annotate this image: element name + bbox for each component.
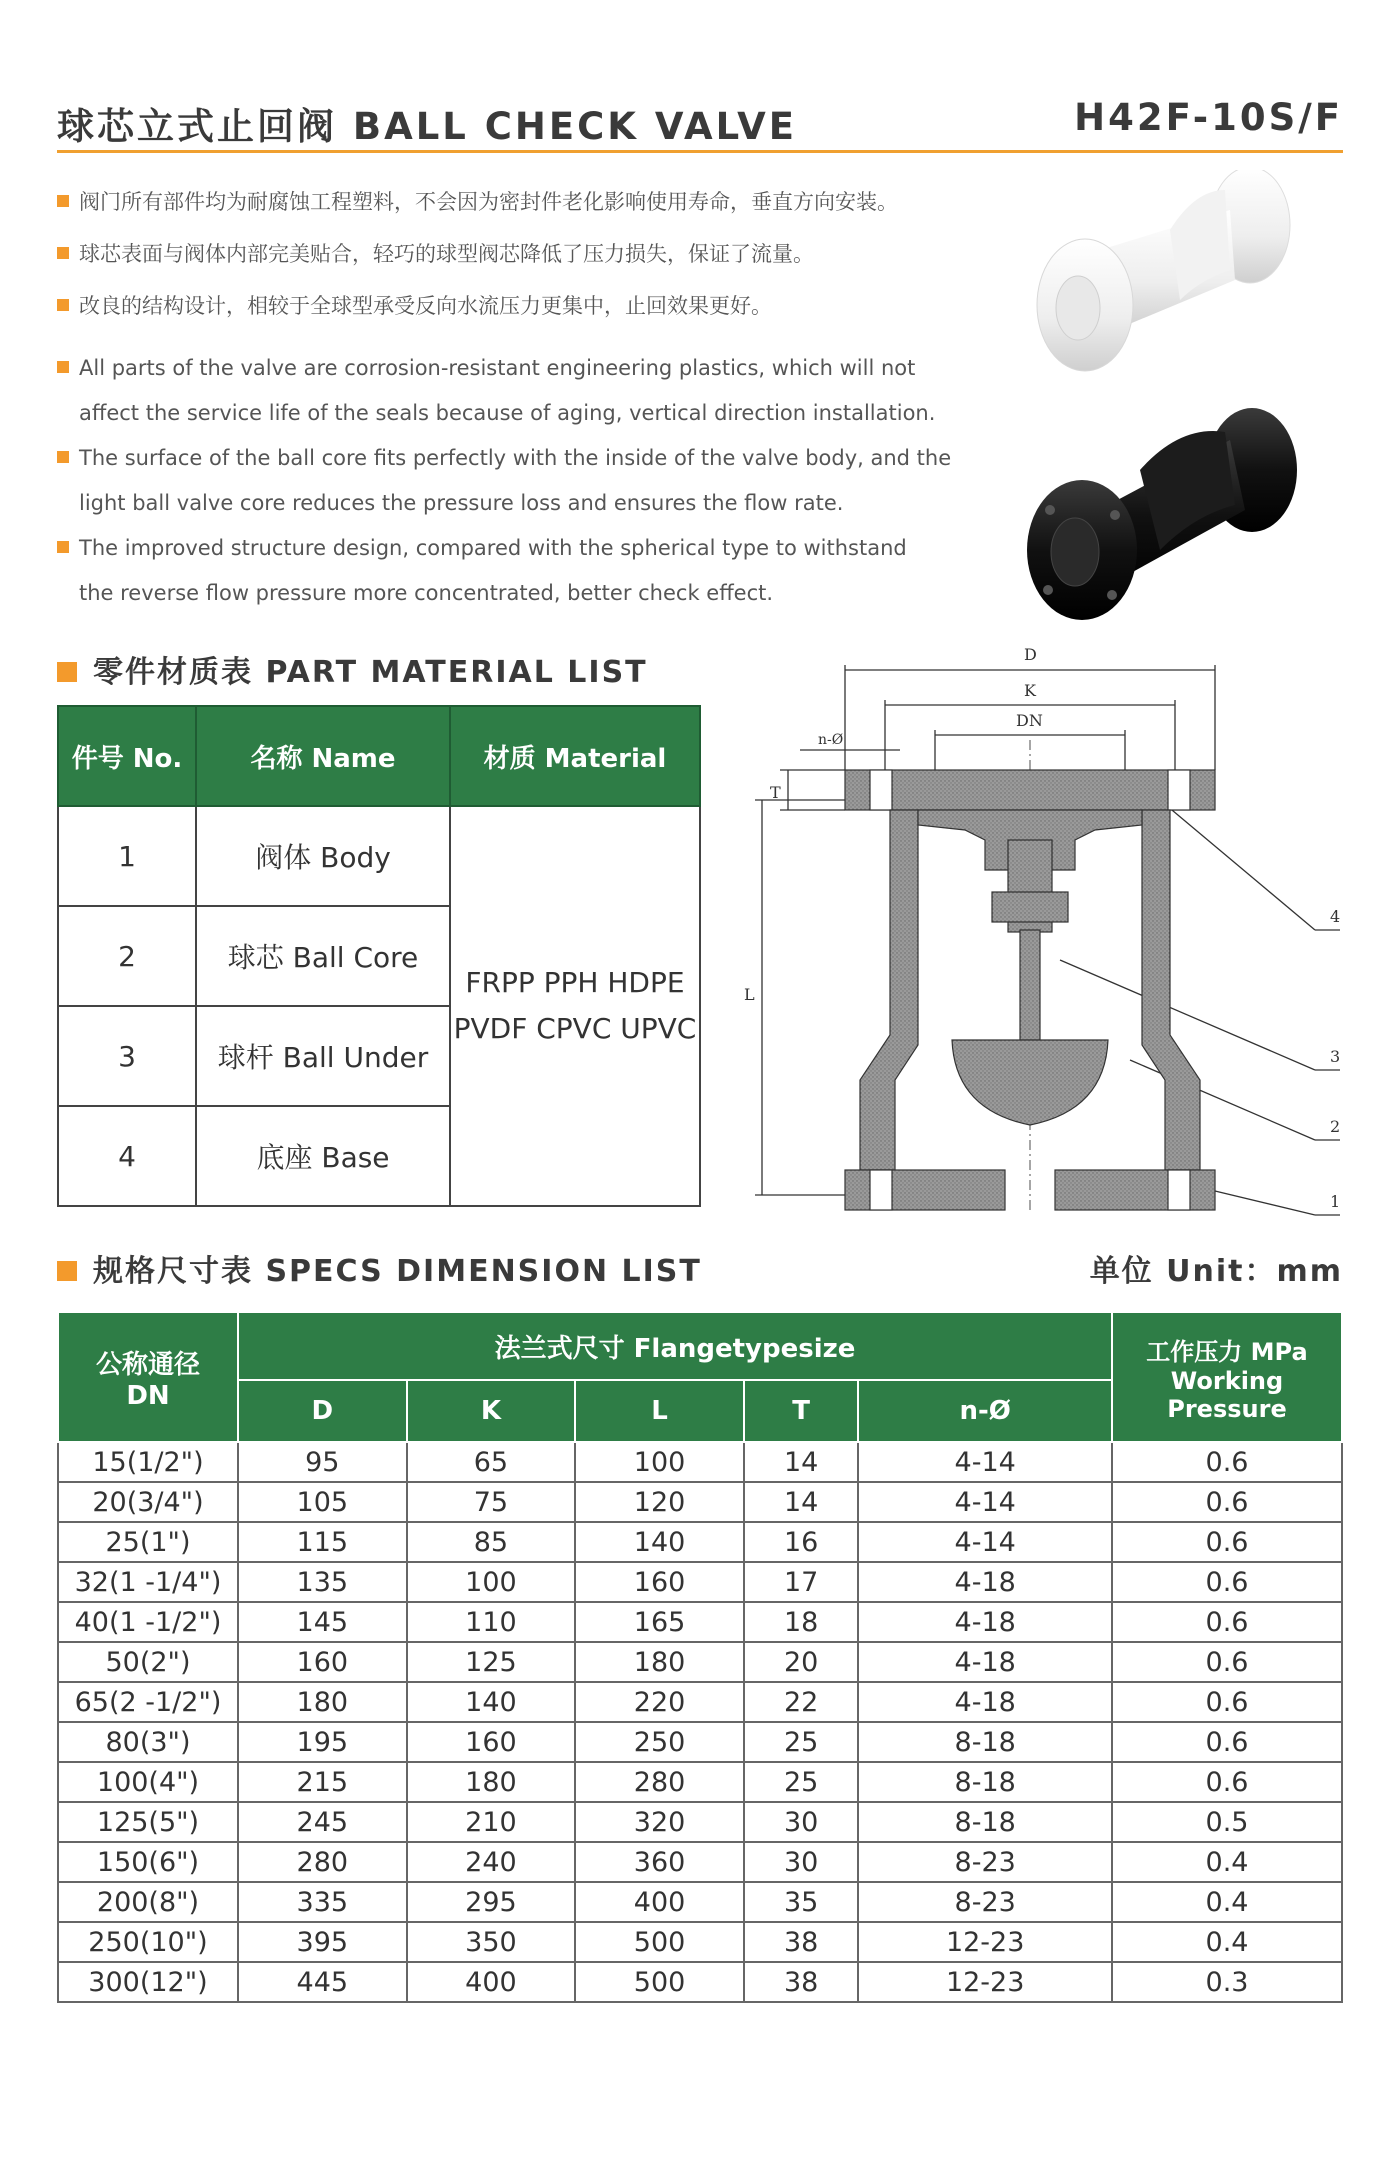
section-square-icon	[57, 1261, 77, 1281]
table-row	[58, 1482, 1342, 1522]
pressure-header: 工作压力 MPa Working Pressure	[1112, 1312, 1342, 1442]
dim-label-l: L	[744, 985, 755, 1004]
cell-t: 20	[744, 1642, 859, 1682]
cell-d: 135	[238, 1562, 407, 1602]
material-line: PVDF CPVC UPVC	[453, 1012, 697, 1045]
cell-k: 210	[407, 1802, 576, 1842]
cell-dn: 50(2")	[58, 1642, 238, 1682]
cell-dn: 200(8")	[58, 1882, 238, 1922]
part-name: 底座 Base	[196, 1106, 450, 1206]
cell-t: 30	[744, 1842, 859, 1882]
col-n-header: n-Ø	[858, 1380, 1112, 1442]
cell-pressure: 0.5	[1112, 1802, 1342, 1842]
cell-d: 395	[238, 1922, 407, 1962]
cell-k: 400	[407, 1962, 576, 2002]
table-row	[58, 1522, 1342, 1562]
bullet-en-1: All parts of the valve are corrosion-resistant engineering plastics, which will not affect the service life of the seals because of aging, vertical direction installation.	[57, 346, 935, 436]
cell-dn: 65(2 -1/2")	[58, 1682, 238, 1722]
cell-t: 38	[744, 1922, 859, 1962]
cell-t: 30	[744, 1802, 859, 1842]
material-cell	[450, 806, 700, 1206]
col-name-header: 名称 Name	[196, 706, 450, 806]
cell-dn: 125(5")	[58, 1802, 238, 1842]
cell-d: 160	[238, 1642, 407, 1682]
table-header-row	[58, 1312, 1342, 1380]
cell-n: 4-18	[858, 1562, 1112, 1602]
cell-d: 335	[238, 1882, 407, 1922]
cell-pressure: 0.4	[1112, 1882, 1342, 1922]
cell-n: 4-18	[858, 1642, 1112, 1682]
cell-dn: 300(12")	[58, 1962, 238, 2002]
cell-t: 25	[744, 1762, 859, 1802]
cell-n: 8-18	[858, 1722, 1112, 1762]
cell-k: 65	[407, 1442, 576, 1482]
bullet-square-icon	[57, 247, 69, 259]
cell-n: 4-14	[858, 1522, 1112, 1562]
cell-l: 320	[575, 1802, 744, 1842]
cell-l: 280	[575, 1762, 744, 1802]
model-number: H42F-10S/F	[1074, 96, 1343, 139]
cell-pressure: 0.6	[1112, 1482, 1342, 1522]
cell-l: 250	[575, 1722, 744, 1762]
cell-t: 14	[744, 1482, 859, 1522]
cell-k: 125	[407, 1642, 576, 1682]
technical-drawing	[740, 640, 1360, 1230]
col-material-header: 材质 Material	[450, 706, 700, 806]
cell-t: 16	[744, 1522, 859, 1562]
cell-l: 100	[575, 1442, 744, 1482]
cell-l: 165	[575, 1602, 744, 1642]
bullet-square-icon	[57, 361, 69, 373]
bullet-cn-2: 球芯表面与阀体内部完美贴合，轻巧的球型阀芯降低了压力损失，保证了流量。	[57, 232, 814, 277]
cell-d: 445	[238, 1962, 407, 2002]
bullet-square-icon	[57, 451, 69, 463]
cell-dn: 100(4")	[58, 1762, 238, 1802]
cell-dn: 15(1/2")	[58, 1442, 238, 1482]
cell-l: 500	[575, 1962, 744, 2002]
cell-l: 400	[575, 1882, 744, 1922]
part-no: 2	[58, 906, 196, 1006]
cell-d: 245	[238, 1802, 407, 1842]
cell-dn: 80(3")	[58, 1722, 238, 1762]
col-d-header: D	[238, 1380, 407, 1442]
bullet-cn-1: 阀门所有部件均为耐腐蚀工程塑料，不会因为密封件老化影响使用寿命，垂直方向安装。	[57, 180, 898, 225]
cell-l: 220	[575, 1682, 744, 1722]
callout-1: 1	[1330, 1192, 1341, 1211]
cell-pressure: 0.4	[1112, 1922, 1342, 1962]
black-valve-image	[1027, 408, 1297, 620]
cell-l: 500	[575, 1922, 744, 1962]
table-row	[58, 1802, 1342, 1842]
table-row	[58, 1602, 1342, 1642]
dim-label-t: T	[770, 783, 781, 802]
callout-3: 3	[1330, 1047, 1341, 1066]
material-line: FRPP PPH HDPE	[465, 966, 685, 999]
part-no: 1	[58, 806, 196, 906]
cell-k: 240	[407, 1842, 576, 1882]
cell-d: 195	[238, 1722, 407, 1762]
cell-d: 145	[238, 1602, 407, 1642]
cell-k: 140	[407, 1682, 576, 1722]
cell-l: 120	[575, 1482, 744, 1522]
cell-dn: 32(1 -1/4")	[58, 1562, 238, 1602]
page-title: 球芯立式止回阀 BALL CHECK VALVE	[57, 105, 798, 148]
cell-t: 17	[744, 1562, 859, 1602]
cell-t: 35	[744, 1882, 859, 1922]
cell-n: 4-14	[858, 1482, 1112, 1522]
table-header-row	[58, 706, 700, 806]
specs-dimension-table	[57, 1311, 1343, 2003]
cell-n: 12-23	[858, 1962, 1112, 2002]
cell-d: 215	[238, 1762, 407, 1802]
cell-n: 8-18	[858, 1762, 1112, 1802]
table-row	[58, 1922, 1342, 1962]
cell-l: 140	[575, 1522, 744, 1562]
cell-pressure: 0.6	[1112, 1562, 1342, 1602]
cell-n: 4-18	[858, 1602, 1112, 1642]
part-no: 4	[58, 1106, 196, 1206]
part-material-table	[57, 705, 701, 1207]
part-no: 3	[58, 1006, 196, 1106]
bullet-square-icon	[57, 195, 69, 207]
flange-header: 法兰式尺寸 Flangetypesize	[238, 1312, 1112, 1380]
cell-n: 8-23	[858, 1882, 1112, 1922]
cell-k: 160	[407, 1722, 576, 1762]
bullet-en-3: The improved structure design, compared with the spherical type to withstand the reverse flow pressure more concentrated, better check effect.	[57, 526, 907, 616]
cell-k: 100	[407, 1562, 576, 1602]
unit-label: 单位 Unit：mm	[1089, 1254, 1343, 1289]
cell-t: 14	[744, 1442, 859, 1482]
table-row	[58, 1562, 1342, 1602]
cell-l: 160	[575, 1562, 744, 1602]
dim-label-k: K	[1024, 681, 1036, 700]
dim-label-d: D	[1024, 645, 1037, 664]
cell-d: 115	[238, 1522, 407, 1562]
cell-t: 18	[744, 1602, 859, 1642]
cell-d: 105	[238, 1482, 407, 1522]
bullet-square-icon	[57, 299, 69, 311]
header-divider	[57, 150, 1343, 153]
cell-d: 95	[238, 1442, 407, 1482]
cell-dn: 150(6")	[58, 1842, 238, 1882]
part-name: 球杆 Ball Under	[196, 1006, 450, 1106]
cell-k: 295	[407, 1882, 576, 1922]
bullet-en-2: The surface of the ball core fits perfectly with the inside of the valve body, and the light ball valve core reduces the pressure loss and ensures the flow rate.	[57, 436, 951, 526]
cell-d: 280	[238, 1842, 407, 1882]
col-l-header: L	[575, 1380, 744, 1442]
dn-header: 公称通径 DN	[58, 1312, 238, 1442]
table-row	[58, 1962, 1342, 2002]
cell-dn: 40(1 -1/2")	[58, 1602, 238, 1642]
cell-n: 4-18	[858, 1682, 1112, 1722]
table-row	[58, 1642, 1342, 1682]
cell-n: 12-23	[858, 1922, 1112, 1962]
cell-pressure: 0.6	[1112, 1682, 1342, 1722]
part-name: 球芯 Ball Core	[196, 906, 450, 1006]
cell-k: 180	[407, 1762, 576, 1802]
cell-k: 85	[407, 1522, 576, 1562]
bullet-cn-3: 改良的结构设计，相较于全球型承受反向水流压力更集中，止回效果更好。	[57, 284, 772, 329]
bullet-square-icon	[57, 541, 69, 553]
cell-dn: 250(10")	[58, 1922, 238, 1962]
cell-t: 22	[744, 1682, 859, 1722]
cell-pressure: 0.6	[1112, 1522, 1342, 1562]
cell-pressure: 0.6	[1112, 1642, 1342, 1682]
cell-t: 38	[744, 1962, 859, 2002]
cell-l: 360	[575, 1842, 744, 1882]
table-row	[58, 1682, 1342, 1722]
cell-k: 75	[407, 1482, 576, 1522]
table-row	[58, 1842, 1342, 1882]
table-row	[58, 806, 700, 906]
cell-dn: 25(1")	[58, 1522, 238, 1562]
col-k-header: K	[407, 1380, 576, 1442]
dim-label-dn: DN	[1016, 711, 1043, 730]
cell-pressure: 0.4	[1112, 1842, 1342, 1882]
section-square-icon	[57, 662, 77, 682]
cell-k: 110	[407, 1602, 576, 1642]
cell-pressure: 0.6	[1112, 1762, 1342, 1802]
table-row	[58, 1442, 1342, 1482]
cell-n: 4-14	[858, 1442, 1112, 1482]
specs-section-heading: 规格尺寸表 SPECS DIMENSION LIST	[57, 1246, 702, 1290]
table-row	[58, 1722, 1342, 1762]
table-row	[58, 1762, 1342, 1802]
cell-n: 8-23	[858, 1842, 1112, 1882]
cell-k: 350	[407, 1922, 576, 1962]
cell-n: 8-18	[858, 1802, 1112, 1842]
cell-pressure: 0.6	[1112, 1602, 1342, 1642]
product-photos	[1020, 170, 1320, 630]
dim-label-n: n-Ø	[818, 732, 844, 748]
cell-l: 180	[575, 1642, 744, 1682]
col-t-header: T	[744, 1380, 859, 1442]
cell-d: 180	[238, 1682, 407, 1722]
col-no-header: 件号 No.	[58, 706, 196, 806]
cell-dn: 20(3/4")	[58, 1482, 238, 1522]
table-row	[58, 1882, 1342, 1922]
callout-4: 4	[1330, 907, 1341, 926]
cell-pressure: 0.6	[1112, 1722, 1342, 1762]
cell-t: 25	[744, 1722, 859, 1762]
cell-pressure: 0.3	[1112, 1962, 1342, 2002]
callout-2: 2	[1330, 1117, 1341, 1136]
cell-pressure: 0.6	[1112, 1442, 1342, 1482]
parts-section-heading: 零件材质表 PART MATERIAL LIST	[57, 647, 648, 691]
part-name: 阀体 Body	[196, 806, 450, 906]
white-valve-image	[1037, 170, 1290, 371]
